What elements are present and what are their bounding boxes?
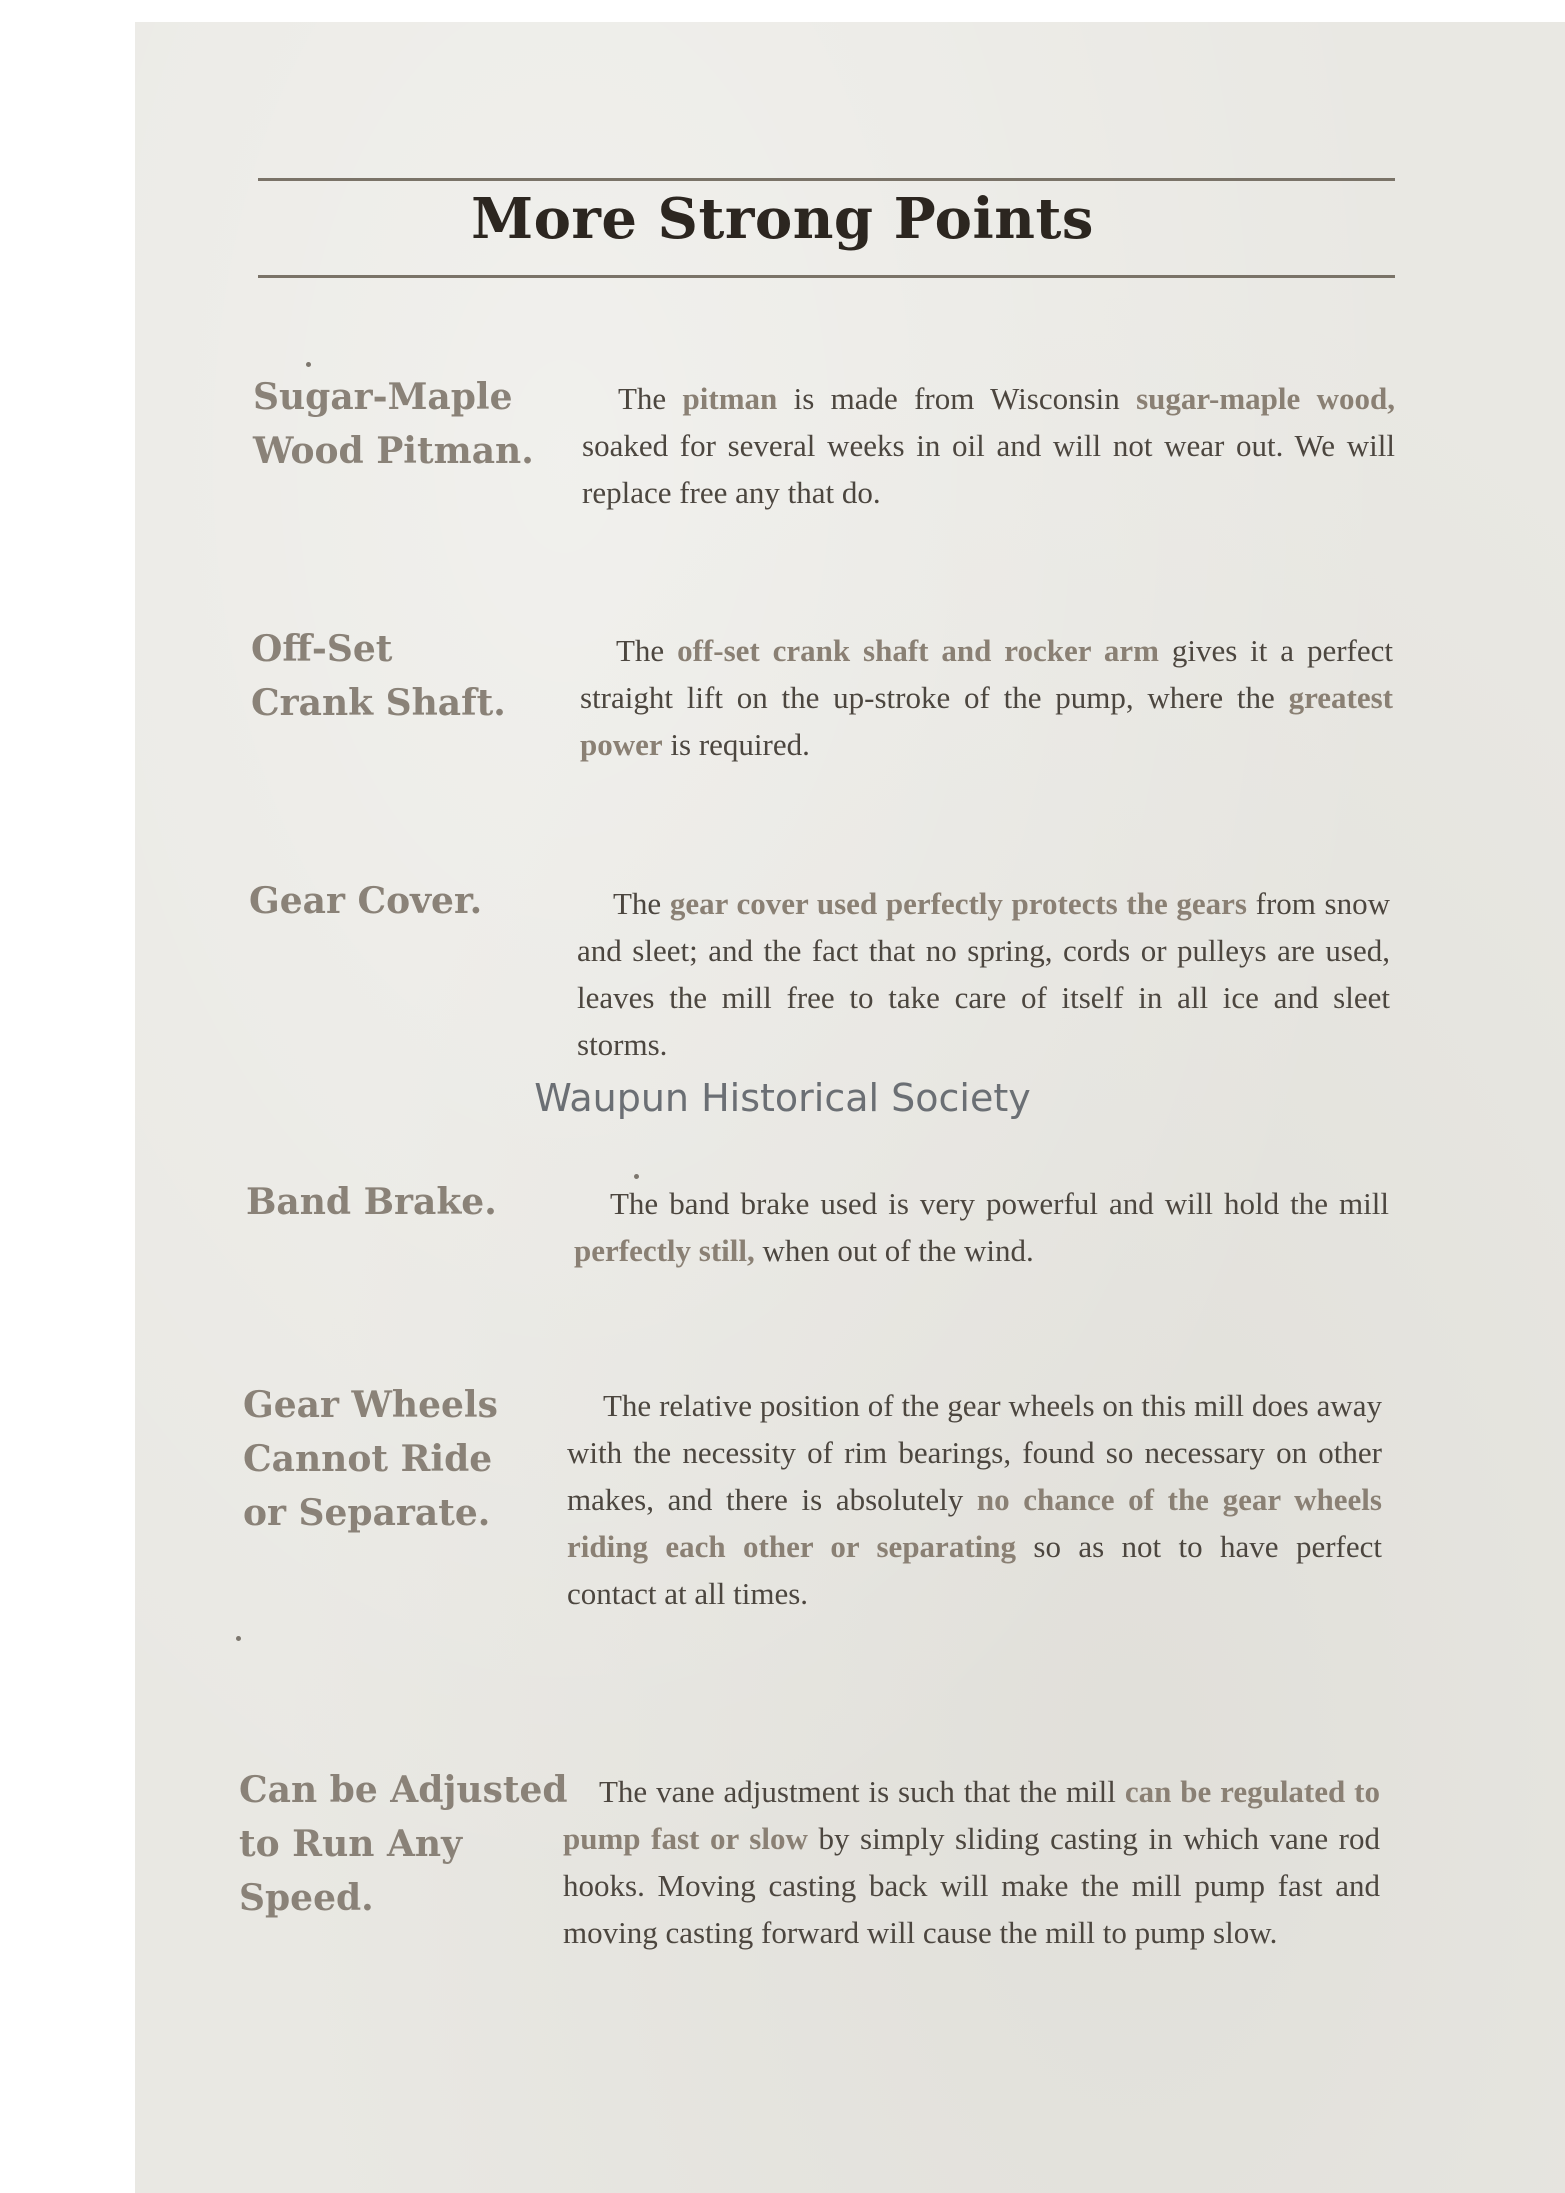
emphasis-text: can be regulated to pump fast or slow (563, 1774, 1380, 1856)
top-rule (258, 178, 1395, 181)
body-text: The (616, 633, 678, 668)
emphasis-text: sugar-maple wood, (1136, 381, 1395, 416)
section-heading-band-brake: Band Brake. (246, 1181, 497, 1223)
body-text: The (618, 381, 683, 416)
paper-speck (306, 362, 311, 367)
body-text: by simply sliding casting in which vane rod hooks. Moving casting back will make the mill pump fast and moving casting forward will cause the mill to pump slow. (563, 1821, 1380, 1950)
emphasis-text: off-set crank shaft and rocker arm (677, 633, 1159, 668)
body-text: The vane adjustment is such that the mill (599, 1774, 1125, 1809)
emphasis-text: perfectly still, (574, 1233, 755, 1268)
section-body (580, 627, 1393, 768)
body-text: gives it a perfect straight lift on the up-stroke of the pump, where the (580, 633, 1393, 715)
body-text: so as not to have perfect contact at all times. (567, 1529, 1382, 1611)
paper-speck (236, 1636, 241, 1641)
section-body (577, 880, 1390, 1068)
section-body (567, 1382, 1382, 1617)
body-text: soaked for several weeks in oil and will not wear out. We will replace free any that do. (582, 428, 1395, 510)
body-text: The relative position of the gear wheels on this mill does away with the necessity of rim bearings, found so necessary on other makes, and there is absolutely (567, 1388, 1382, 1517)
page-title: More Strong Points (471, 186, 1094, 252)
paper-speck (634, 1174, 639, 1179)
bottom-rule (258, 275, 1395, 278)
section-heading-off-set-crank: Off-Set Crank Shaft. (251, 628, 506, 724)
body-text: is made from Wisconsin (777, 381, 1137, 416)
section-heading-gear-cover: Gear Cover. (249, 880, 483, 922)
watermark-text: Waupun Historical Society (534, 1076, 1031, 1120)
body-text: The band brake used is very powerful and will hold the mill (610, 1186, 1389, 1221)
section-body (582, 375, 1395, 516)
body-text: when out of the wind. (754, 1233, 1034, 1268)
emphasis-text: pitman (682, 381, 778, 416)
emphasis-text: no chance of the gear wheels riding each other or separating (567, 1482, 1382, 1564)
body-text: is required. (662, 727, 810, 762)
section-body (563, 1768, 1380, 1956)
emphasis-text: gear cover used perfectly protects the gears (669, 886, 1247, 921)
emphasis-text: greatest power (580, 680, 1393, 762)
body-text: from snow and sleet; and the fact that no spring, cords or pulleys are used, leaves the mill free to take care of itself in all ice and sleet storms. (577, 886, 1391, 1062)
section-body (574, 1180, 1389, 1274)
section-heading-sugar-maple: Sugar-Maple Wood Pitman. (253, 376, 534, 472)
section-heading-gear-wheels: Gear Wheels Cannot Ride or Separate. (243, 1384, 498, 1534)
section-heading-adjusted-speed: Can be Adjusted to Run Any Speed. (239, 1769, 568, 1919)
body-text: The (613, 886, 670, 921)
